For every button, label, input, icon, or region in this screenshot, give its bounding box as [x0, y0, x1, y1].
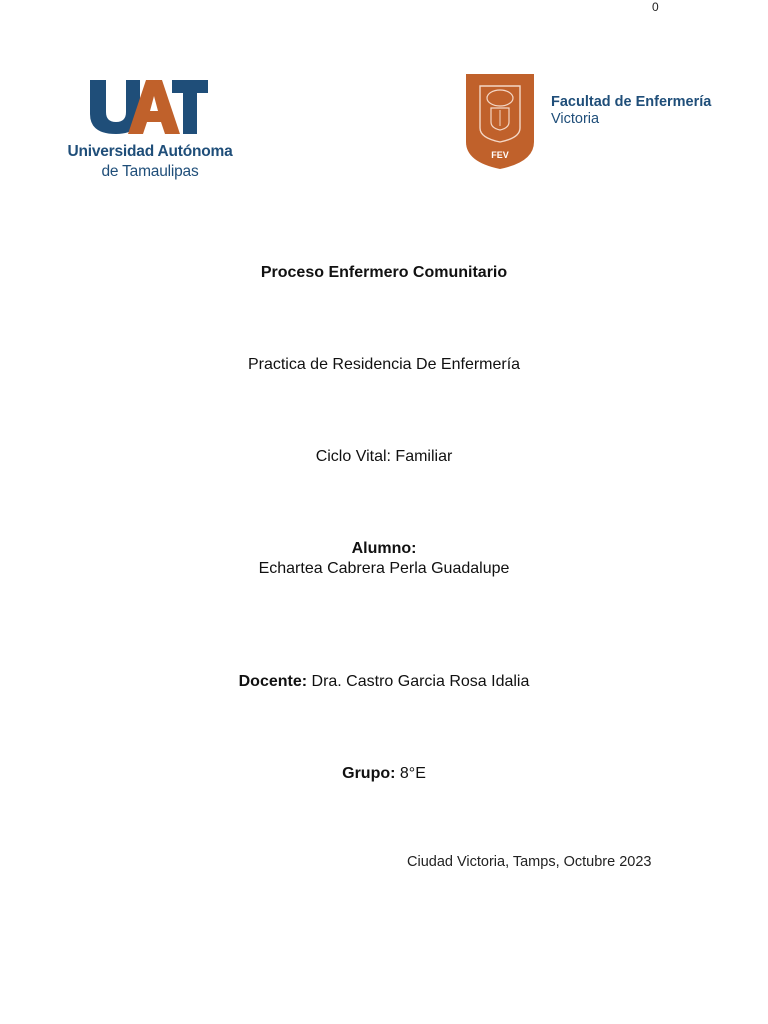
teacher-name: Dra. Castro Garcia Rosa Idalia: [307, 673, 530, 690]
uat-name-line1: Universidad Autónoma: [67, 143, 233, 160]
uat-name-line2: de Tamaulipas: [101, 163, 199, 180]
teacher-line: [0, 671, 768, 692]
place-and-date: Ciudad Victoria, Tamps, Octubre 2023: [407, 854, 652, 870]
uat-letters-logo: [88, 76, 210, 136]
uat-logo: [60, 76, 240, 186]
student-name: Echartea Cabrera Perla Guadalupe: [258, 560, 510, 577]
group-line: [0, 763, 768, 784]
group-value: 8°E: [395, 765, 426, 782]
teacher-label: Docente:: [238, 673, 308, 690]
fev-name-line1: Facultad de Enfermería: [551, 94, 712, 110]
student-label: Alumno:: [351, 540, 417, 557]
document-title: Proceso Enfermero Comunitario: [260, 264, 508, 281]
fev-shield-icon: [464, 72, 536, 170]
life-cycle-line: Ciclo Vital: Familiar: [315, 448, 453, 465]
document-subtitle: Practica de Residencia De Enfermería: [247, 356, 521, 373]
fev-shield-label: FEV: [491, 150, 509, 160]
page-number: 0: [652, 0, 659, 14]
group-label: Grupo:: [342, 765, 396, 782]
fev-logo: [464, 72, 734, 172]
fev-name-line2: Victoria: [551, 111, 600, 127]
